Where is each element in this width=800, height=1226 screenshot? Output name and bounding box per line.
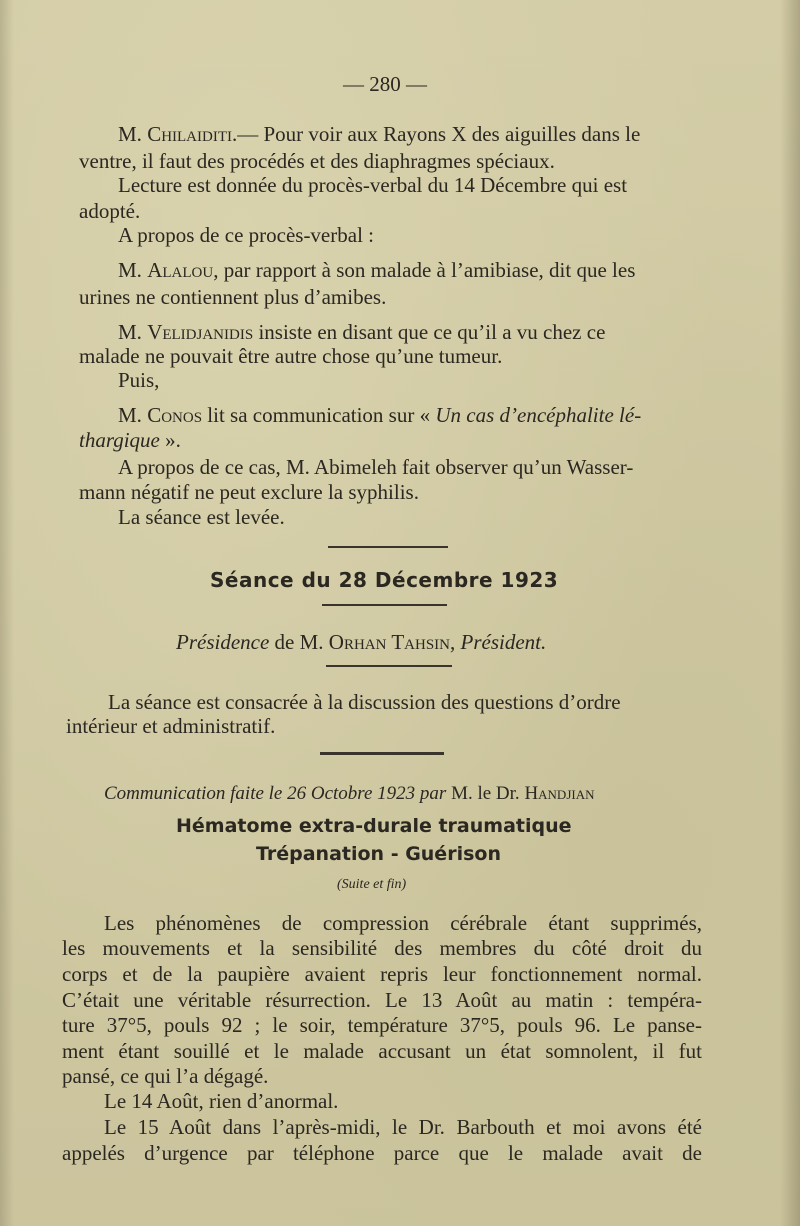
text-line: Puis, xyxy=(118,368,160,392)
text-run: , xyxy=(450,630,461,654)
text-line: A propos de ce procès-verbal : xyxy=(118,223,374,247)
communication-title: Un cas d’encéphalite lé- xyxy=(435,403,642,427)
president-name: Orhan Tahsin xyxy=(328,630,450,654)
text-run: M. xyxy=(118,403,148,427)
divider xyxy=(326,665,452,667)
text-run: , par rapport à son malade à l’amibiase, dit que les xyxy=(213,258,636,282)
communication-title-1: Hématome extra-durale traumatique xyxy=(176,815,572,837)
divider xyxy=(328,546,448,548)
body-line: corps et de la paupière avaient repris leur fonctionnement normal. xyxy=(62,962,702,986)
body-line: C’était une véritable résurrection. Le 13 Août au matin : tempéra- xyxy=(62,988,702,1012)
text-line: La séance est consacrée à la discussion des questions d’ordre xyxy=(108,690,621,714)
text-line: A propos de ce cas, M. Abimeleh fait observer qu’un Wasser- xyxy=(118,455,634,479)
text-line: La séance est levée. xyxy=(118,505,285,529)
text-run: de M. xyxy=(269,630,329,654)
communication-title-2: Trépanation - Guérison xyxy=(256,843,501,865)
body-line: appelés d’urgence par téléphone parce que le malade avait de xyxy=(62,1141,702,1165)
communication-byline xyxy=(104,782,595,806)
speaker-name: Conos xyxy=(147,403,203,427)
communication-title: thargique xyxy=(79,428,160,452)
text-line: malade ne pouvait être autre chose qu’une tumeur. xyxy=(79,344,503,368)
session-heading: Séance du 28 Décembre 1923 xyxy=(210,568,559,592)
body-line: ture 37°5, pouls 92 ; le soir, température 37°5, pouls 96. Le panse- xyxy=(62,1013,702,1037)
text-run: Présidence xyxy=(176,630,270,654)
author-name: Handjian xyxy=(524,783,595,804)
text-line: mann négatif ne peut exclure la syphilis. xyxy=(79,480,419,504)
text-run: .— Pour voir aux Rayons X des aiguilles dans le xyxy=(232,122,641,146)
divider xyxy=(320,752,444,755)
page-edge-right xyxy=(780,0,800,1226)
body-line: les mouvements et la sensibilité des membres du côté droit du xyxy=(62,936,702,960)
text-run: insiste en disant que ce qu’il a vu chez ce xyxy=(253,320,606,344)
text-run: lit sa communication sur « xyxy=(202,403,436,427)
text-run: M. le Dr. xyxy=(451,783,525,804)
text-line: Lecture est donnée du procès-verbal du 14 Décembre qui est xyxy=(118,173,628,197)
text-line xyxy=(118,122,640,146)
text-line: ventre, il faut des procédés et des diaphragmes spéciaux. xyxy=(79,149,555,173)
speaker-name: Alalou xyxy=(147,258,214,282)
body-line: Le 14 Août, rien d’anormal. xyxy=(104,1089,339,1113)
text-run: Communication faite le 26 Octobre 1923 par xyxy=(104,783,452,804)
body-line: pansé, ce qui l’a dégagé. xyxy=(62,1064,269,1088)
divider xyxy=(322,604,447,606)
body-line: Le 15 Août dans l’après-midi, le Dr. Barbouth et moi avons été xyxy=(104,1115,702,1139)
text-line: intérieur et administratif. xyxy=(66,714,276,738)
text-run: M. xyxy=(118,122,148,146)
page-number: — 280 — xyxy=(343,72,427,96)
text-run: Président. xyxy=(460,630,547,654)
text-line xyxy=(79,428,181,452)
communication-subtitle: (Suite et fin) xyxy=(337,877,407,892)
speaker-name: Chilaiditi xyxy=(147,122,232,146)
text-run: M. xyxy=(118,258,148,282)
body-line: ment étant souillé et le malade accusant un état somnolent, il fut xyxy=(62,1039,702,1063)
text-line xyxy=(118,403,641,427)
text-line: adopté. xyxy=(79,199,141,223)
text-run: ». xyxy=(159,428,181,452)
text-line xyxy=(118,258,635,282)
text-line: urines ne contiennent plus d’amibes. xyxy=(79,285,387,309)
text-line xyxy=(118,320,605,344)
page-edge-left xyxy=(0,0,14,1226)
presidence-line xyxy=(176,630,546,654)
text-run: M. xyxy=(118,320,148,344)
body-line: Les phénomènes de compression cérébrale étant supprimés, xyxy=(104,911,702,935)
speaker-name: Velidjanidis xyxy=(147,320,254,344)
